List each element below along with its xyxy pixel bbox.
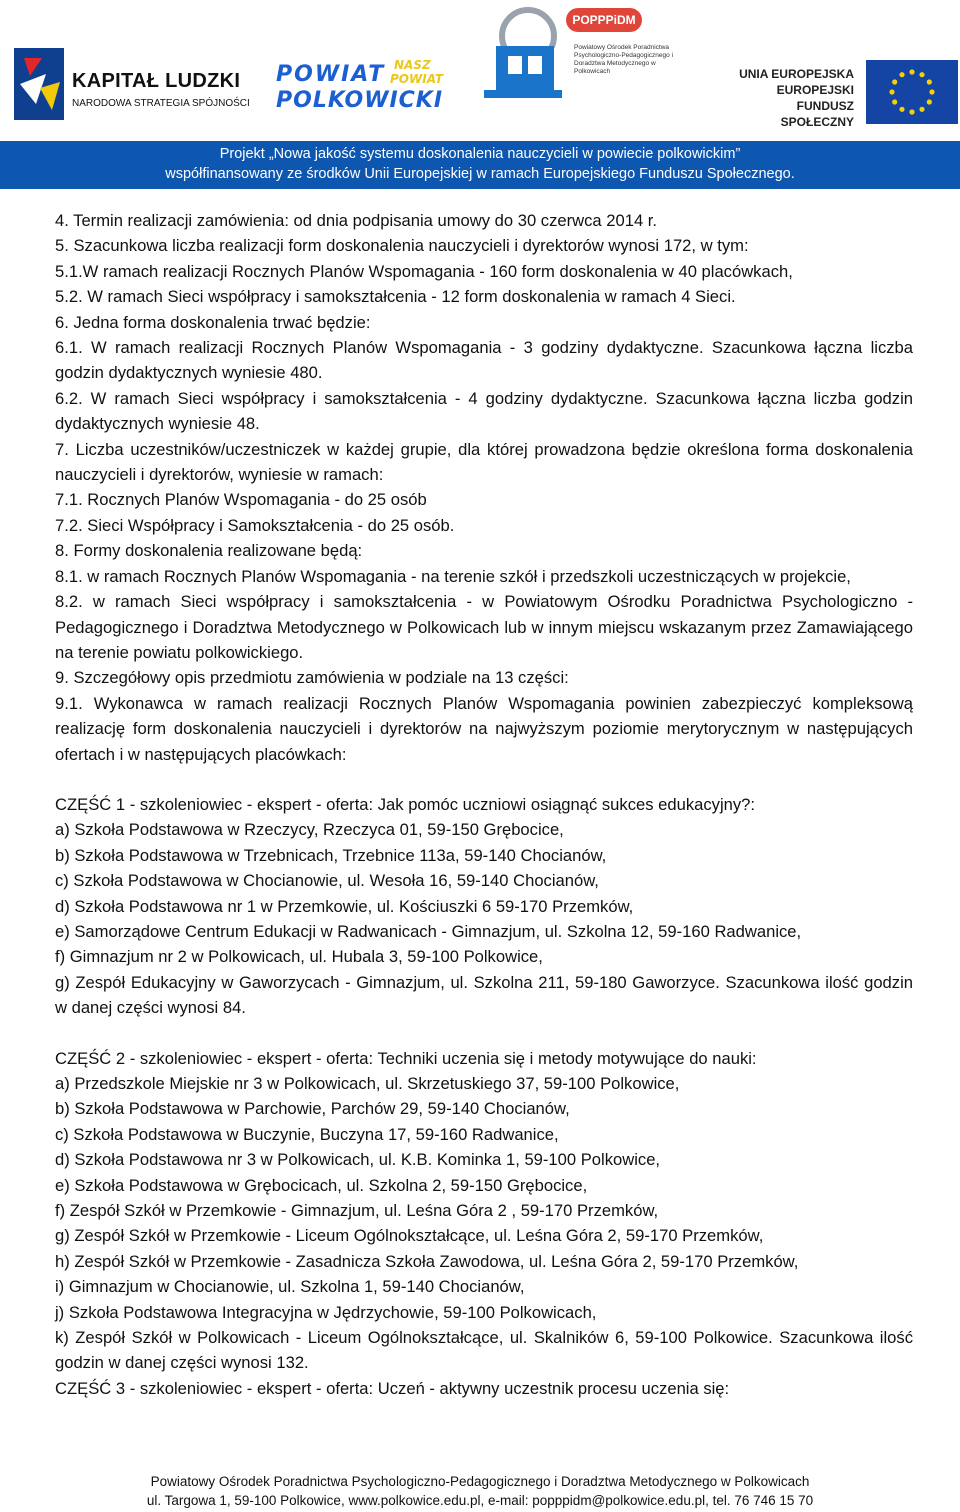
paragraph: 8. Formy doskonalenia realizowane będą:: [55, 541, 363, 561]
kapital-ludzki-emblem-icon: [14, 48, 64, 120]
powiat-logo-nasz: NASZ: [394, 58, 431, 72]
list-item: a) Szkoła Podstawowa w Rzeczycy, Rzeczyca 01, 59-150 Grębocice,: [55, 820, 564, 840]
paragraph: 5. Szacunkowa liczba realizacji form doskonalenia nauczycieli i dyrektorów wynosi 172, w tym:: [55, 236, 749, 256]
page-footer: [0, 1466, 960, 1512]
part2-heading: CZĘŚĆ 2 - szkoleniowiec - ekspert - oferta: Techniki uczenia się i metody motywujące do nauki:: [55, 1048, 757, 1068]
paragraph: 6. Jedna forma doskonalenia trwać będzie:: [55, 312, 371, 332]
popppidm-logo: [478, 2, 678, 110]
paragraph: 7.1. Rocznych Planów Wspomagania - do 25 osób: [55, 490, 427, 510]
powiat-logo-line2: POLKOWICKI: [276, 88, 444, 113]
part3-heading: CZĘŚĆ 3 - szkoleniowiec - ekspert - oferta: Uczeń - aktywny uczestnik procesu uczenia się:: [55, 1378, 730, 1398]
list-item: k) Zespół Szkół w Polkowicach - Liceum Ogólnokształcące, ul. Skalników 6, 59-100 Polkowice. Szacunkowa ilość godzin w danej części wynosi 132.: [55, 1328, 913, 1373]
list-item: b) Szkoła Podstawowa w Trzebnicach, Trzebnice 113a, 59-140 Chocianów,: [55, 845, 607, 865]
paragraph: 5.2. W ramach Sieci współpracy i samokształcenia - 12 form doskonalenia w ramach 4 Sieci.: [55, 287, 736, 307]
popppidm-emblem-icon: [482, 6, 566, 106]
list-item: d) Szkoła Podstawowa nr 1 w Przemkowie, ul. Kościuszki 6 59-170 Przemków,: [55, 896, 634, 916]
banner-line2: współfinansowany ze środków Unii Europejskiej w ramach Europejskiego Funduszu Społecznego.: [165, 166, 795, 182]
paragraph: 9.1. Wykonawca w ramach realizacji Rocznych Planów Wspomagania powinien zabezpieczyć kompleksową realizację form doskonalenia nauczycieli i dyrektorów na najwyższym poziomie merytorycznym w następujących ofertach i w następujących placówkach:: [55, 693, 913, 764]
unia-europejska-logo: [726, 52, 958, 132]
ue-line2: EUROPEJSKI: [776, 83, 854, 97]
list-item: c) Szkoła Podstawowa w Chocianowie, ul. Wesoła 16, 59-140 Chocianów,: [55, 871, 599, 891]
list-item: g) Zespół Szkół w Przemkowie - Liceum Ogólnokształcące, ul. Leśna Góra 2, 59-170 Przemków,: [55, 1226, 764, 1246]
ue-text-block: [726, 66, 854, 130]
kapital-ludzki-logo: [14, 40, 254, 130]
eu-flag-icon: [866, 60, 958, 124]
powiat-logo-powiat-small: POWIAT: [390, 72, 444, 86]
paragraph: 6.1. W ramach realizacji Rocznych Planów Wspomagania - 3 godziny dydaktyczne. Szacunkowa łączna liczba godzin dydaktycznych wyniesie 480.: [55, 338, 913, 383]
logo-strip: [0, 0, 960, 135]
paragraph: 8.2. w ramach Sieci współpracy i samokształcenia - w Powiatowym Ośrodku Poradnictwa Psychologiczno - Pedagogicznego i Doradztwa Metodycznego w Polkowicach lub w innym miejscu wskazanym przez Zamawiającego na terenie powiatu polkowickiego.: [55, 592, 913, 662]
paragraph: 7. Liczba uczestników/uczestniczek w każdej grupie, dla której prowadzona będzie określona forma doskonalenia nauczycieli i dyrektorów, wyniesie w ramach:: [55, 439, 913, 485]
document-body: [55, 208, 913, 1401]
popppidm-description: Powiatowy Ośrodek Poradnictwa Psychologiczno-Pedagogicznego i Doradztwa Metodycznego w Polkowicach: [574, 44, 674, 75]
paragraph: 8.1. w ramach Rocznych Planów Wspomagania - na terenie szkół i przedszkoli uczestniczących w projekcie,: [55, 566, 851, 586]
kapital-ludzki-subtitle: NARODOWA STRATEGIA SPÓJNOŚCI: [72, 98, 250, 109]
paragraph: 6.2. W ramach Sieci współpracy i samokształcenia - 4 godziny dydaktyczne. Szacunkowa łączna liczba godzin dydaktycznych wyniesie 48.: [55, 388, 913, 434]
paragraph: 5.1.W ramach realizacji Rocznych Planów Wspomagania - 160 form doskonalenia w 40 placówkach,: [55, 261, 793, 281]
kapital-ludzki-title: KAPITAŁ LUDZKI: [72, 70, 241, 92]
powiat-polkowicki-logo: [276, 58, 446, 118]
paragraph: 4. Termin realizacji zamówienia: od dnia podpisania umowy do 30 czerwca 2014 r.: [55, 211, 658, 230]
list-item: f) Zespół Szkół w Przemkowie - Gimnazjum, ul. Leśna Góra 2 , 59-170 Przemków,: [55, 1201, 659, 1221]
footer-line2: ul. Targowa 1, 59-100 Polkowice, www.polkowice.edu.pl, e-mail: popppidm@polkowice.edu.pl, tel. 76 746 15 70: [146, 1493, 814, 1508]
list-item: e) Samorządowe Centrum Edukacji w Radwanicach - Gimnazjum, ul. Szkolna 12, 59-160 Radwanice,: [55, 921, 802, 941]
section-gap: [55, 767, 913, 792]
project-banner: [0, 141, 960, 189]
ue-line1: UNIA EUROPEJSKA: [739, 67, 854, 81]
page-header: [0, 0, 960, 190]
list-item: f) Gimnazjum nr 2 w Polkowicach, ul. Hubala 3, 59-100 Polkowice,: [55, 947, 543, 967]
list-item: d) Szkoła Podstawowa nr 3 w Polkowicach, ul. K.B. Kominka 1, 59-100 Polkowice,: [55, 1150, 661, 1170]
popppidm-badge: POPPPiDM: [566, 8, 642, 32]
footer-line1: Powiatowy Ośrodek Poradnictwa Psychologiczno-Pedagogicznego i Doradztwa Metodycznego w Polkowicach: [150, 1474, 810, 1489]
list-item: g) Zespół Edukacyjny w Gaworzycach - Gimnazjum, ul. Szkolna 211, 59-180 Gaworzyce. Szacunkowa ilość godzin w danej części wynosi 84.: [55, 972, 913, 1018]
list-item: c) Szkoła Podstawowa w Buczynie, Buczyna 17, 59-160 Radwanice,: [55, 1124, 559, 1144]
banner-line1: Projekt „Nowa jakość systemu doskonalenia nauczycieli w powiecie polkowickim”: [219, 146, 741, 162]
paragraph: 9. Szczegółowy opis przedmiotu zamówienia w podziale na 13 części:: [55, 668, 569, 688]
list-item: e) Szkoła Podstawowa w Grębocicach, ul. Szkolna 2, 59-150 Grębocice,: [55, 1175, 588, 1195]
list-item: j) Szkoła Podstawowa Integracyjna w Jędrzychowie, 59-100 Polkowicach,: [55, 1302, 597, 1322]
part1-heading: CZĘŚĆ 1 - szkoleniowiec - ekspert - oferta: Jak pomóc uczniowi osiągnąć sukces edukacyjny?:: [55, 794, 756, 814]
list-item: a) Przedszkole Miejskie nr 3 w Polkowicach, ul. Skrzetuskiego 37, 59-100 Polkowice,: [55, 1074, 680, 1093]
section-gap: [55, 1021, 913, 1046]
list-item: b) Szkoła Podstawowa w Parchowie, Parchów 29, 59-140 Chocianów,: [55, 1099, 570, 1119]
list-item: i) Gimnazjum w Chocianowie, ul. Szkolna 1, 59-140 Chocianów,: [55, 1277, 525, 1297]
list-item: h) Zespół Szkół w Przemkowie - Zasadnicza Szkoła Zawodowa, ul. Leśna Góra 2, 59-170 Przemków,: [55, 1251, 799, 1271]
paragraph: 7.2. Sieci Współpracy i Samokształcenia - do 25 osób.: [55, 515, 455, 535]
powiat-logo-line1: POWIAT: [276, 62, 386, 87]
ue-line3: FUNDUSZ SPOŁECZNY: [780, 99, 854, 129]
